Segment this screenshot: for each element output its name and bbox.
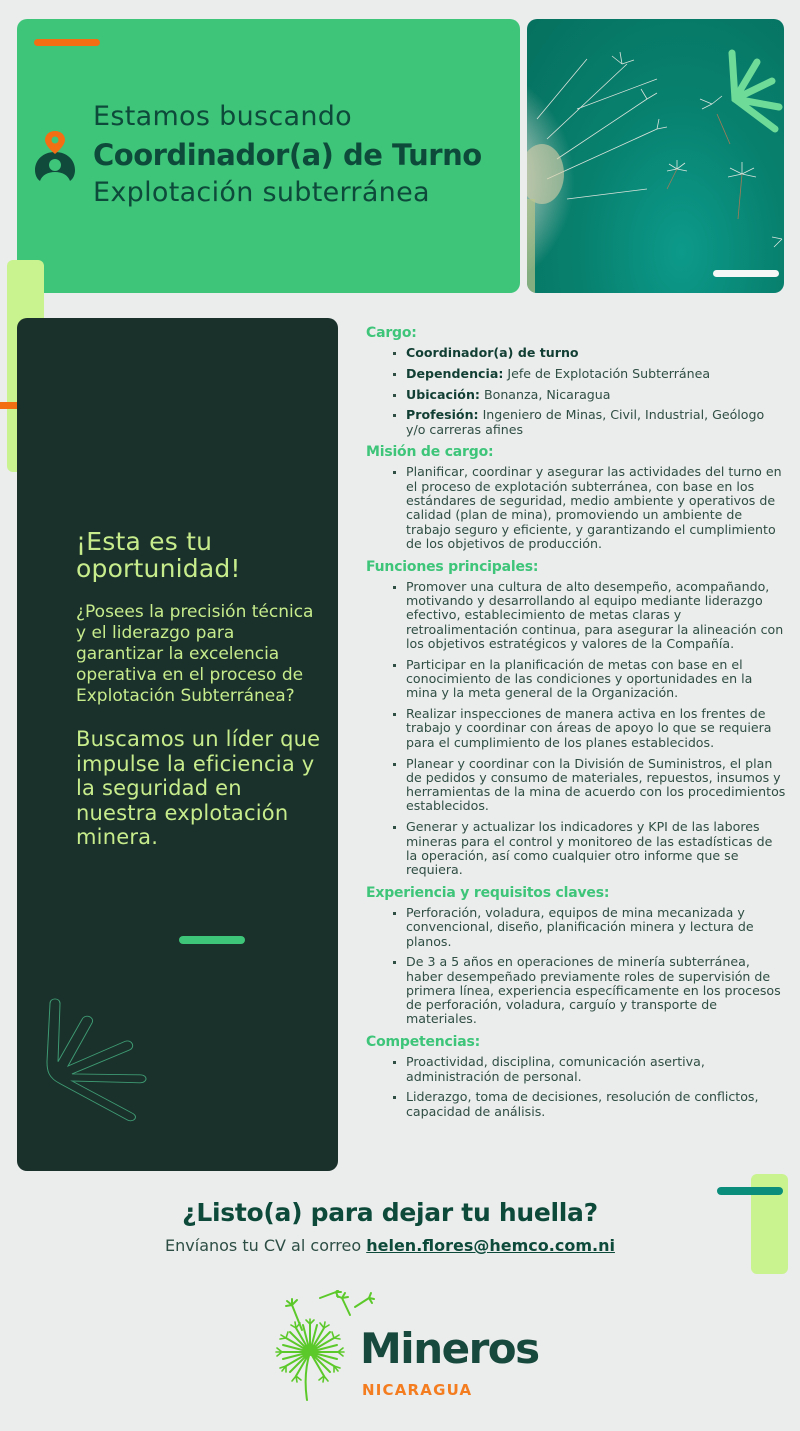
- cta-prefix: Envíanos tu CV al correo: [165, 1236, 367, 1255]
- orange-accent-bar: [34, 39, 100, 46]
- section-competencias: [366, 1033, 786, 1119]
- opportunity-title: ¡Esta es tu oportunidad!: [76, 527, 241, 583]
- opportunity-question: ¿Posees la precisión técnica y el liderazgo para garantizar la excelencia operativa en el proceso de Explotación Subterránea?: [76, 602, 314, 706]
- section-mision: [366, 443, 786, 551]
- section-funciones: [366, 558, 786, 878]
- list-item: Realizar inspecciones de manera activa en los frentes de trabajo y coordinar con áreas de apoyo lo que se requiera para el cumplimiento de los planes establecidos.: [406, 707, 786, 750]
- list-item: Promover una cultura de alto desempeño, acompañando, motivando y desarrollando al equipo mediante liderazgo efectivo, establecimiento de metas claras y retroalimentación continua, para asegurar la alineación con los objetivos estratégicos y valores de la Compañía.: [406, 580, 786, 651]
- list-item: Participar en la planificación de metas con base en el conocimiento de las condiciones y oportunidades en la mina y la meta general de la Organización.: [406, 658, 786, 701]
- list-item: Coordinador(a) de turno: [406, 346, 786, 360]
- header-line-1: Estamos buscando: [93, 101, 353, 132]
- list-item: Profesión: Ingeniero de Minas, Civil, Industrial, Geólogo y/o carreras afines: [406, 408, 786, 437]
- list-item: Planear y coordinar con la División de Suministros, el plan de pedidos y consumo de materiales, repuestos, insumos y herramientas de la mina de acuerdo con los procedimientos establecidos.: [406, 755, 786, 814]
- opportunity-text: [76, 528, 326, 850]
- logo-subtitle: NICARAGUA: [362, 1381, 473, 1399]
- email-link[interactable]: helen.flores@hemco.com.ni: [366, 1236, 615, 1255]
- list-item: Dependencia: Jefe de Explotación Subterránea: [406, 367, 786, 381]
- cta-subtitle: [0, 1236, 780, 1255]
- header-text: [93, 100, 513, 210]
- list-item: Planificar, coordinar y asegurar las actividades del turno en el proceso de explotación subterránea, con base en los estándares de seguridad, medio ambiente y operativos de calidad (plan de mina), promoviendo un ambiente de trabajo seguro y eficiente, y garantizando el cumplimiento de los objetivos de producción.: [406, 465, 786, 551]
- dandelion-photo: [527, 19, 784, 293]
- dandelion-seeds-icon: [527, 19, 784, 293]
- teal-accent-bar: [717, 1187, 783, 1195]
- list-item: Proactividad, disciplina, comunicación asertiva, administración de personal.: [406, 1055, 786, 1084]
- job-title: Coordinador(a) de Turno: [93, 138, 482, 172]
- outline-burst-icon: [40, 998, 150, 1123]
- section-title: Competencias:: [366, 1034, 481, 1051]
- opportunity-highlight: Buscamos un líder que impulse la eficiencia y la seguridad en nuestra explotación minera.: [76, 727, 321, 849]
- green-accent-bar: [179, 936, 245, 944]
- person-location-pin-icon: [34, 130, 76, 182]
- section-title: Misión de cargo:: [366, 444, 494, 461]
- job-area: Explotación subterránea: [93, 177, 430, 208]
- section-title: Experiencia y requisitos claves:: [366, 884, 610, 901]
- section-experiencia: [366, 884, 786, 1027]
- section-cargo: [366, 324, 786, 437]
- list-item: Generar y actualizar los indicadores y KPI de las labores mineras para el control y monitoreo de las estadísticas de la operación, así como cualquier otro informe que se requiera.: [406, 820, 786, 877]
- list-item: Liderazgo, toma de decisiones, resolución de conflictos, capacidad de análisis.: [406, 1090, 786, 1119]
- section-title: Cargo:: [366, 325, 417, 341]
- logo-wordmark: Mineros: [360, 1324, 539, 1373]
- job-details: [366, 324, 786, 1125]
- white-accent-bar: [713, 270, 779, 277]
- list-item: Ubicación: Bonanza, Nicaragua: [406, 388, 786, 402]
- list-item: De 3 a 5 años en operaciones de minería subterránea, haber desempeñado previamente roles de supervisión de primera línea, experiencia específicamente en los procesos de perforación, voladura, carguío y transporte de materiales.: [406, 955, 786, 1026]
- cta-title: ¿Listo(a) para dejar tu huella?: [182, 1198, 598, 1227]
- list-item: Perforación, voladura, equipos de mina mecanizada y convencional, diseño, planificación minera y lectura de planos.: [406, 906, 786, 949]
- section-title: Funciones principales:: [366, 558, 539, 575]
